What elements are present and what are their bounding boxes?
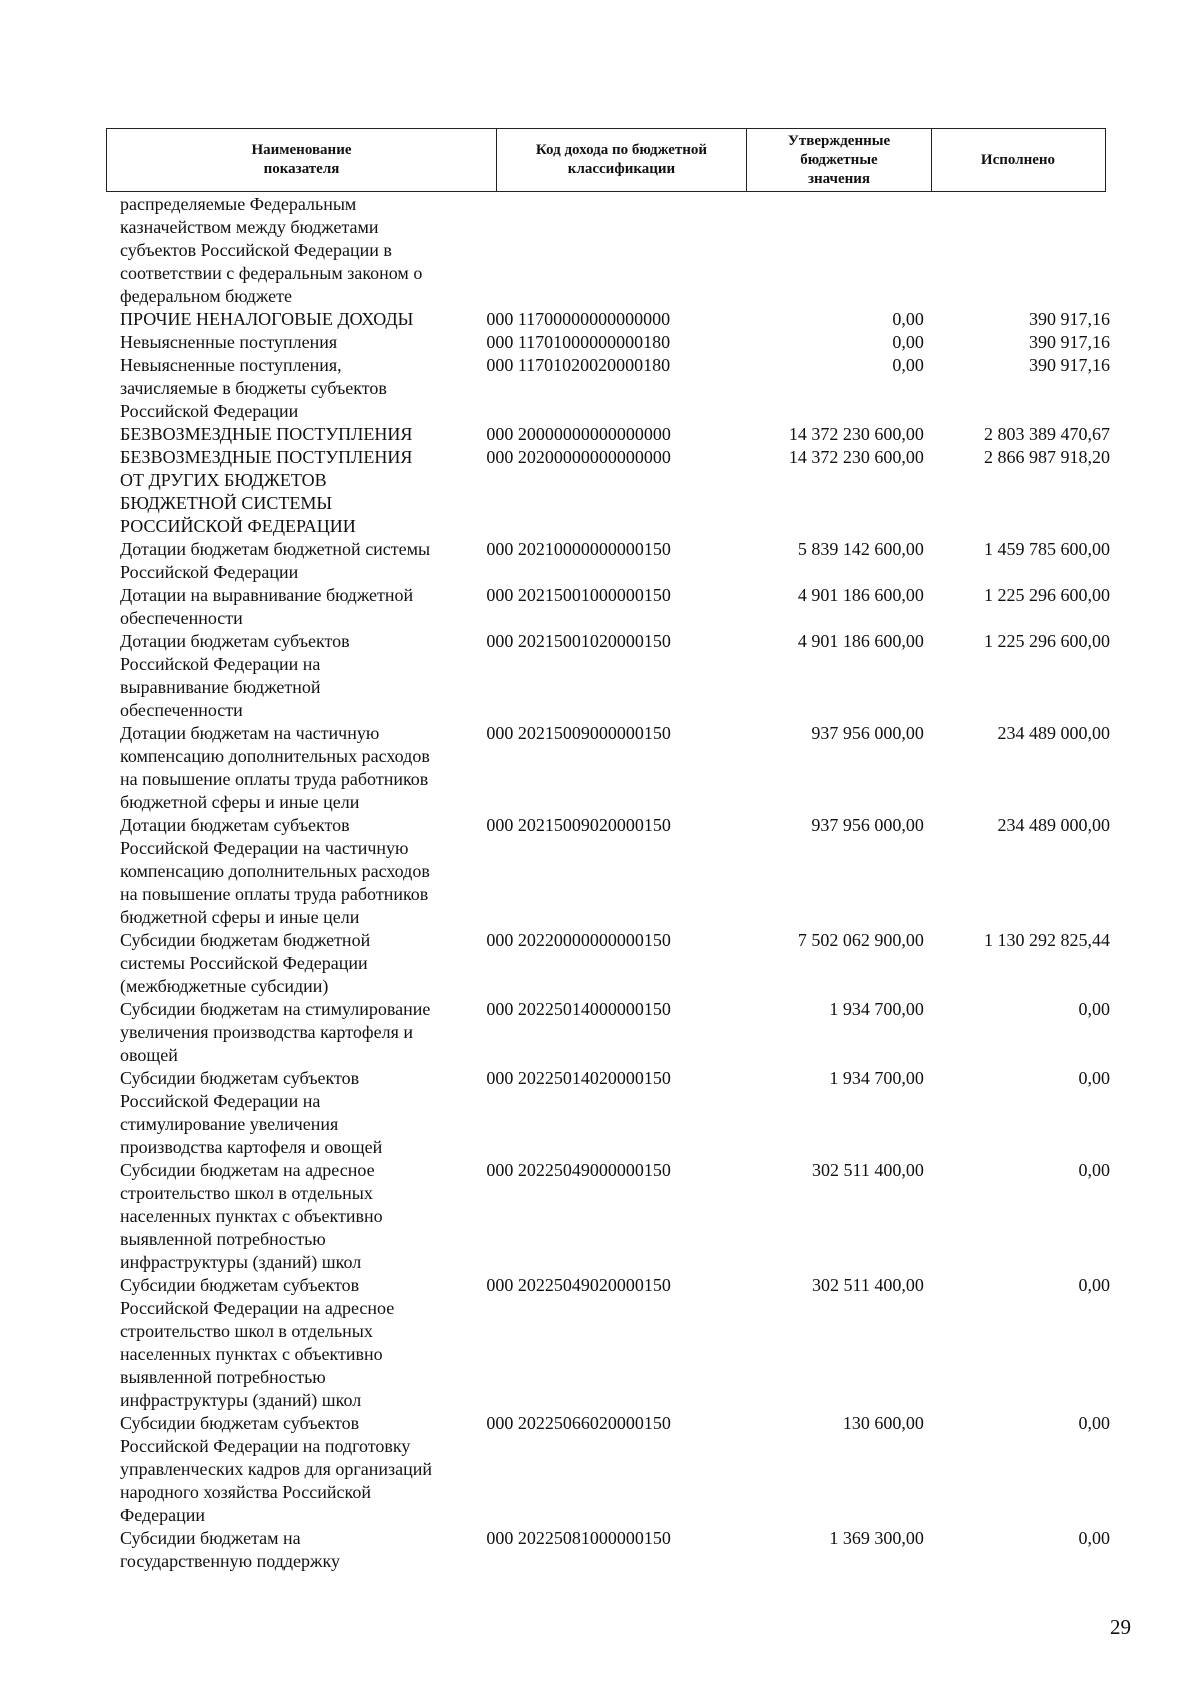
- row-approved: 1 369 300,00: [829, 1528, 924, 1548]
- row-done: 2 866 987 918,20: [984, 447, 1110, 467]
- row-done: 2 803 389 470,67: [984, 424, 1110, 444]
- header-approved: Утвержденные бюджетные значения: [747, 129, 932, 191]
- row-code: 000 20225049020000150: [486, 1275, 671, 1295]
- row-approved: 302 511 400,00: [812, 1160, 924, 1180]
- table-row: [120, 998, 1110, 1067]
- row-code: 000 11700000000000000: [486, 309, 671, 329]
- row-approved: 937 956 000,00: [811, 815, 924, 835]
- row-name: БЕЗВОЗМЕЗДНЫЕ ПОСТУПЛЕНИЯ: [120, 424, 413, 444]
- row-name: Субсидии бюджетам субъектов Российской Федерации на адресное строительство школ в отдельных населенных пунктах с объективно выявленной потребностью инфраструктуры (зданий) школ: [120, 1275, 395, 1410]
- row-approved: 1 934 700,00: [829, 999, 924, 1019]
- row-code: 000 20215009000000150: [486, 723, 671, 743]
- table-row: [120, 929, 1110, 998]
- row-name: Невыясненные поступления: [120, 332, 338, 352]
- table-row: [120, 354, 1110, 423]
- page-number: 29: [1110, 1615, 1131, 1639]
- row-done: 0,00: [1078, 1528, 1110, 1548]
- row-done: 1 225 296 600,00: [984, 585, 1110, 605]
- row-done: [924, 193, 1110, 308]
- row-approved: 0,00: [892, 355, 924, 375]
- row-name: распределяемые Федеральным казначейством между бюджетами субъектов Российской Федерации в соответствии с федеральным законом о федеральном бюджете: [120, 194, 423, 306]
- row-done: 234 489 000,00: [997, 815, 1110, 835]
- table-row: [120, 1159, 1110, 1274]
- row-done: 0,00: [1078, 999, 1110, 1019]
- table-row: [120, 308, 1110, 331]
- row-name: БЕЗВОЗМЕЗДНЫЕ ПОСТУПЛЕНИЯ ОТ ДРУГИХ БЮДЖЕТОВ БЮДЖЕТНОЙ СИСТЕМЫ РОССИЙСКОЙ ФЕДЕРАЦИИ: [120, 447, 413, 536]
- row-done: 0,00: [1078, 1068, 1110, 1088]
- row-code: 000 20225081000000150: [486, 1528, 671, 1548]
- row-approved: 4 901 186 600,00: [797, 585, 924, 605]
- row-code: 000 20215001000000150: [486, 585, 671, 605]
- row-code: 000 20215001020000150: [486, 631, 671, 651]
- row-name: Субсидии бюджетам бюджетной системы Российской Федерации (межбюджетные субсидии): [120, 930, 371, 996]
- table-row: [120, 331, 1110, 354]
- row-name: Дотации бюджетам бюджетной системы Российской Федерации: [120, 539, 431, 582]
- row-code: 000 20220000000000150: [486, 930, 671, 950]
- row-name: Субсидии бюджетам субъектов Российской Федерации на стимулирование увеличения производства картофеля и овощей: [120, 1068, 383, 1157]
- row-code: 000 20000000000000000: [486, 424, 671, 444]
- row-name: Субсидии бюджетам на стимулирование увеличения производства картофеля и овощей: [120, 999, 431, 1065]
- header-name: Наименование показателя: [107, 129, 497, 191]
- row-done: 390 917,16: [1029, 309, 1110, 329]
- row-approved: [744, 193, 924, 308]
- row-done: 1 130 292 825,44: [984, 930, 1110, 950]
- row-name: Субсидии бюджетам на адресное строительство школ в отдельных населенных пунктах с объективно выявленной потребностью инфраструктуры (зданий) школ: [120, 1160, 383, 1272]
- row-done: 0,00: [1078, 1275, 1110, 1295]
- row-name: Дотации на выравнивание бюджетной обеспеченности: [120, 585, 414, 628]
- table-row: [120, 423, 1110, 446]
- table-row: [120, 1274, 1110, 1412]
- table-row: [120, 630, 1110, 722]
- table-row: [120, 814, 1110, 929]
- row-approved: 130 600,00: [842, 1413, 924, 1433]
- row-name: Невыясненные поступления, зачисляемые в бюджеты субъектов Российской Федерации: [120, 355, 387, 421]
- table-body: [120, 193, 1110, 1573]
- header-done: Исполнено: [980, 151, 1056, 168]
- row-done: 390 917,16: [1029, 355, 1110, 375]
- table-row: [120, 584, 1110, 630]
- row-approved: 937 956 000,00: [811, 723, 924, 743]
- row-approved: 1 934 700,00: [829, 1068, 924, 1088]
- row-name: ПРОЧИЕ НЕНАЛОГОВЫЕ ДОХОДЫ: [120, 309, 414, 329]
- row-approved: 302 511 400,00: [812, 1275, 924, 1295]
- table-row: [120, 1067, 1110, 1159]
- header-code: Код дохода по бюджетной классификации: [497, 129, 747, 191]
- table-row: [120, 1412, 1110, 1527]
- row-code: 000 20210000000000150: [486, 539, 671, 559]
- row-approved: 5 839 142 600,00: [797, 539, 924, 559]
- row-code: 000 20215009020000150: [486, 815, 671, 835]
- row-approved: 0,00: [892, 309, 924, 329]
- row-code: 000 20225049000000150: [486, 1160, 671, 1180]
- row-done: 1 459 785 600,00: [984, 539, 1110, 559]
- table-row: [120, 538, 1110, 584]
- row-code: [478, 193, 743, 308]
- row-done: 0,00: [1078, 1160, 1110, 1180]
- row-name: Субсидии бюджетам субъектов Российской Федерации на подготовку управленческих кадров для организаций народного хозяйства Российской Федерации: [120, 1413, 433, 1525]
- table-row: [120, 722, 1110, 814]
- table-row: [120, 1527, 1110, 1573]
- table-row: [120, 193, 1110, 308]
- table-row: [120, 446, 1110, 538]
- row-code: 000 11701020020000180: [486, 355, 671, 375]
- row-approved: 4 901 186 600,00: [797, 631, 924, 651]
- row-approved: 14 372 230 600,00: [788, 447, 924, 467]
- row-code: 000 20225066020000150: [486, 1413, 671, 1433]
- row-name: Дотации бюджетам на частичную компенсацию дополнительных расходов на повышение оплаты труда работников бюджетной сферы и иные цели: [120, 723, 430, 812]
- table-header: [106, 128, 1106, 192]
- row-done: 390 917,16: [1029, 332, 1110, 352]
- row-code: 000 20225014000000150: [486, 999, 671, 1019]
- row-name: Дотации бюджетам субъектов Российской Федерации на частичную компенсацию дополнительных расходов на повышение оплаты труда работников бюджетной сферы и иные цели: [120, 815, 430, 927]
- row-approved: 14 372 230 600,00: [788, 424, 924, 444]
- row-name: Субсидии бюджетам на государственную поддержку: [120, 1528, 340, 1571]
- row-done: 1 225 296 600,00: [984, 631, 1110, 651]
- row-code: 000 20200000000000000: [486, 447, 671, 467]
- row-done: 0,00: [1078, 1413, 1110, 1433]
- row-name: Дотации бюджетам субъектов Российской Федерации на выравнивание бюджетной обеспеченности: [120, 631, 350, 720]
- row-done: 234 489 000,00: [997, 723, 1110, 743]
- row-code: 000 20225014020000150: [486, 1068, 671, 1088]
- row-approved: 0,00: [892, 332, 924, 352]
- row-code: 000 11701000000000180: [486, 332, 671, 352]
- row-approved: 7 502 062 900,00: [797, 930, 924, 950]
